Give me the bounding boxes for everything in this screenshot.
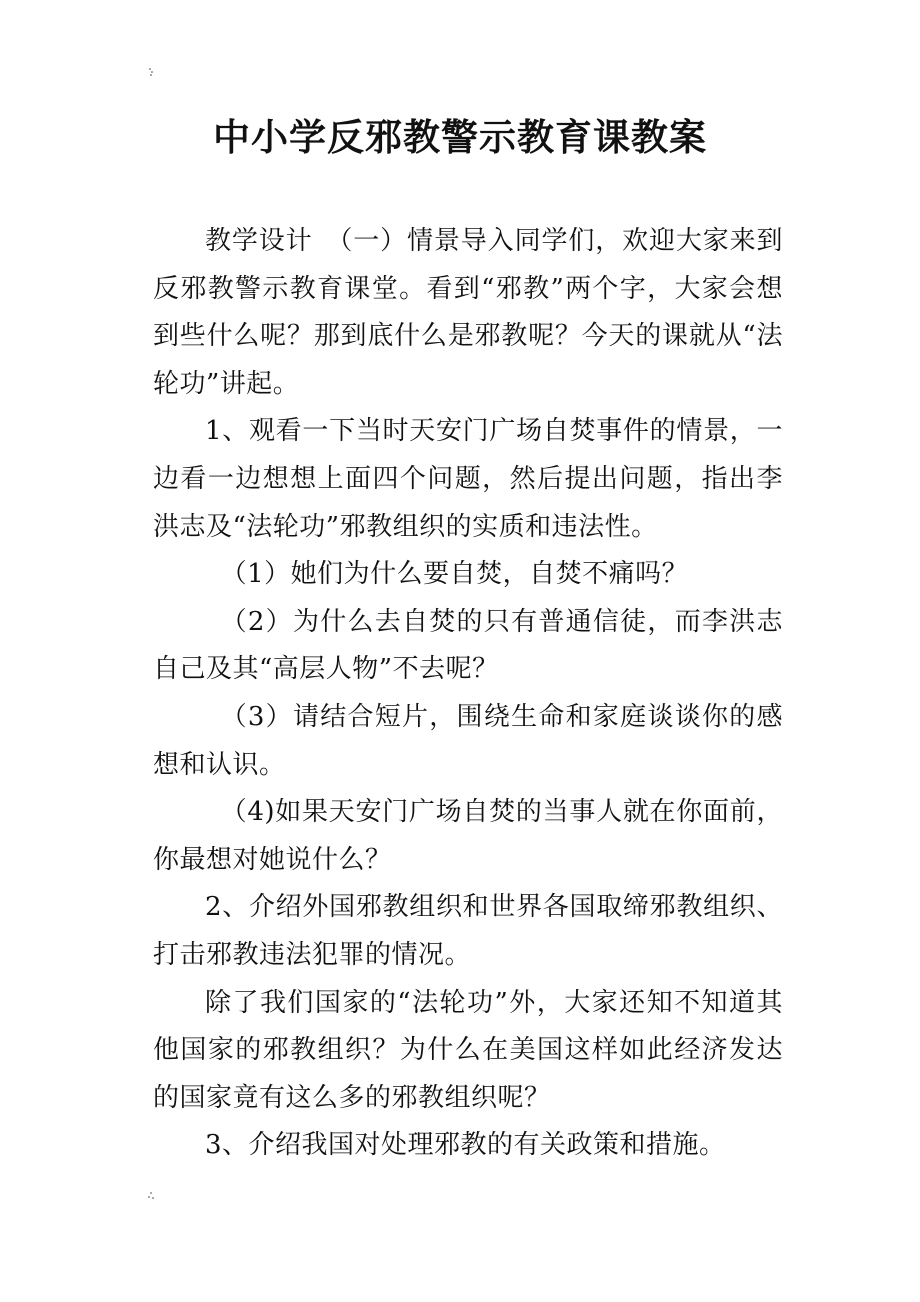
question-2: （2）为什么去自焚的只有普通信徒，而李洪志自己及其“高层人物”不去呢？ xyxy=(153,606,783,685)
paragraph-foreign-cults: 除了我们国家的“法轮功”外，大家还知不知道其他国家的邪教组织？为什么在美国这样如此经济发达的国家竟有这么多的邪教组织呢？ xyxy=(153,987,783,1113)
document-title: 中小学反邪教警示教育课教案 xyxy=(213,116,707,159)
paragraph-intro: 教学设计 （一）情景导入同学们，欢迎大家来到反邪教警示教育课堂。看到“邪教”两个字，大家会想到些什么呢？那到底什么是邪教呢？今天的课就从“法轮功”讲起。 xyxy=(153,226,783,399)
question-3: （3）请结合短片，围绕生命和家庭谈谈你的感想和认识。 xyxy=(153,701,783,780)
paragraph-step-2: 2、介绍外国邪教组织和世界各国取缔邪教组织、打击邪教违法犯罪的情况。 xyxy=(153,892,783,970)
paragraph-step-1: 1、观看一下当时天安门广场自焚事件的情景，一边看一边想想上面四个问题，然后提出问题，指出李洪志及“法轮功”邪教组织的实质和违法性。 xyxy=(153,416,783,542)
question-1: （1）她们为什么要自焚，自焚不痛吗？ xyxy=(220,559,689,590)
question-4: （4)如果天安门广场自焚的当事人就在你面前，你最想对她说什么？ xyxy=(153,797,783,875)
paragraph-step-3: 3、介绍我国对处理邪教的有关政策和措施。 xyxy=(205,1130,726,1161)
scan-speck-top xyxy=(148,68,154,76)
scan-speck-bottom xyxy=(148,1192,154,1200)
document-body xyxy=(153,218,783,1170)
